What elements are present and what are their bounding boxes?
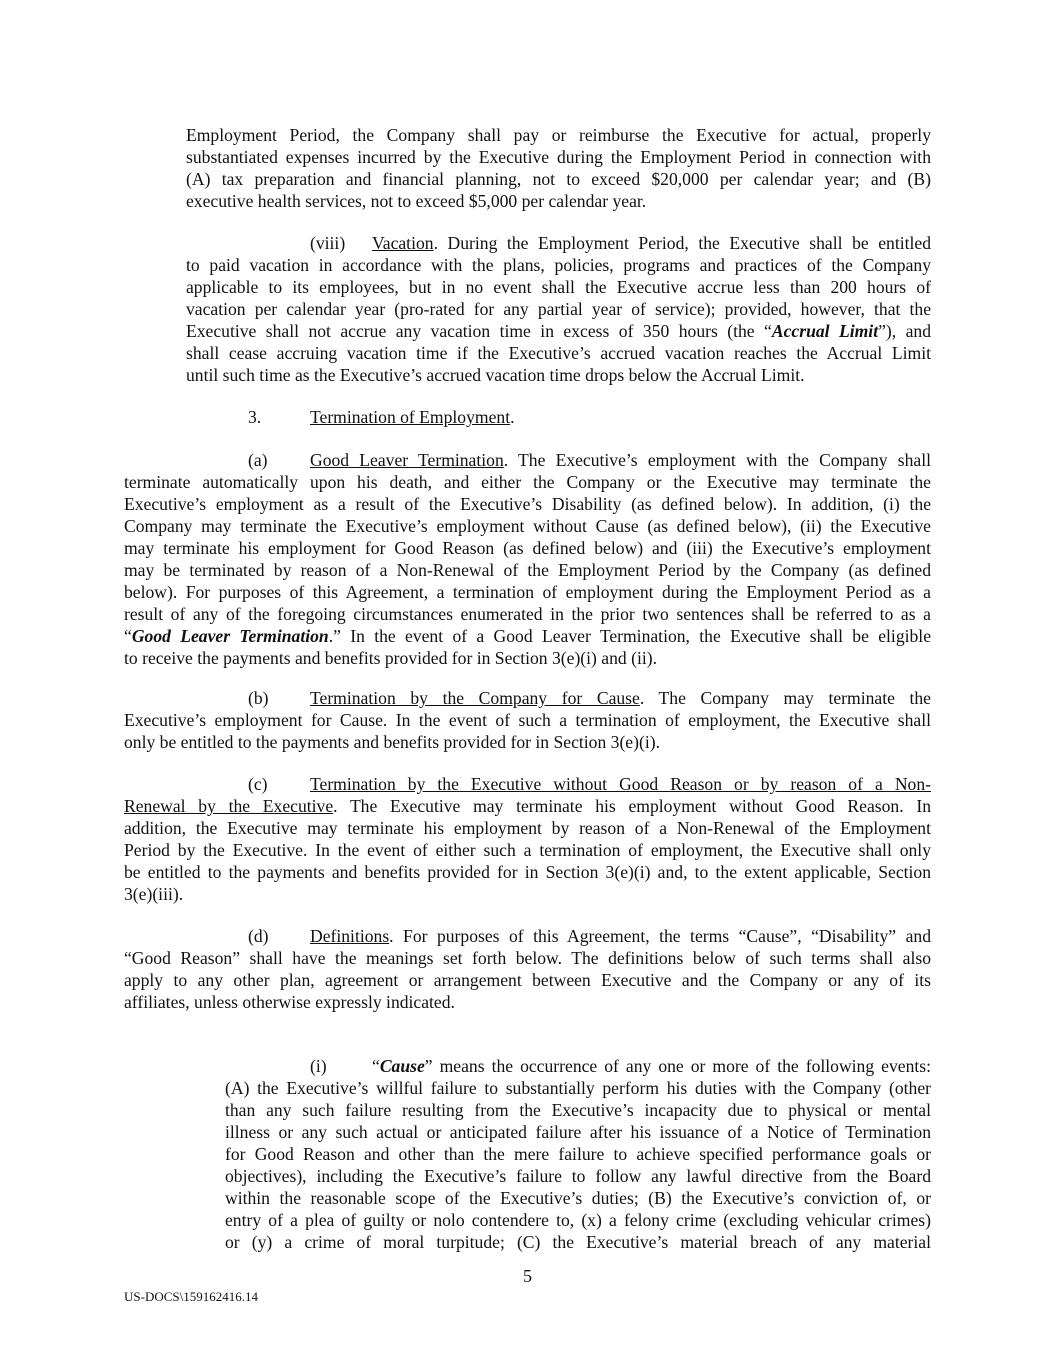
text-run: entry of a plea of guilty or nolo contendere to, (x) a felony crime (excluding vehicular crimes) <box>225 1210 931 1230</box>
text-run: only be entitled to the payments and benefits provided for in Section 3(e)(i). <box>124 732 660 752</box>
text-run: .” In the event of a Good Leaver Termination, the Executive shall be eligible <box>328 626 932 646</box>
text-line <box>124 581 931 603</box>
text-run: be entitled to the payments and benefits provided for in Section 3(e)(i) and, to the extent applicable, Section <box>124 862 931 882</box>
text-run: objectives), including the Executive’s failure to follow any lawful directive from the Board <box>225 1166 931 1186</box>
text-run: Company may terminate the Executive’s employment without Cause (as defined below), (ii) the Executive <box>124 516 931 536</box>
text-run: executive health services, not to exceed $5,000 per calendar year. <box>186 191 647 211</box>
text-line <box>186 254 931 276</box>
text-line <box>186 298 931 320</box>
text-run: terminate automatically upon his death, and either the Company or the Executive may terminate the <box>124 472 931 492</box>
section-label: (viii) <box>310 233 346 253</box>
text-line <box>186 124 931 146</box>
text-run: . During the Employment Period, the Executive shall be entitled <box>433 233 931 253</box>
page-number: 5 <box>523 1266 532 1286</box>
text-run: Executive shall not accrue any vacation time in excess of 350 hours (the “ <box>186 321 772 341</box>
text-line <box>124 559 931 581</box>
text-line <box>186 342 931 364</box>
text-run: illness or any such actual or anticipated failure after his issuance of a Notice of Termination <box>225 1122 931 1142</box>
text-line <box>186 320 931 342</box>
section-label: (a) <box>248 450 268 470</box>
text-run: Executive’s employment for Cause. In the event of such a termination of employment, the Executive shall <box>124 710 931 730</box>
text-run: ” means the occurrence of any one or more of the following events: <box>424 1056 931 1076</box>
underlined-heading: Termination by the Company for Cause <box>310 688 640 708</box>
text-line <box>186 232 931 254</box>
text-line <box>186 168 931 190</box>
text-line <box>124 947 931 969</box>
definitions-paragraph <box>124 925 931 1013</box>
text-line <box>225 1187 931 1209</box>
text-line <box>124 795 931 817</box>
text-line <box>124 731 931 753</box>
text-run: or (y) a crime of moral turpitude; (C) the Executive’s material breach of any material <box>225 1232 931 1252</box>
underlined-heading: Good Leaver Termination <box>310 450 504 470</box>
text-run: . For purposes of this Agreement, the terms “Cause”, “Disability” and <box>389 926 931 946</box>
text-run: below). For purposes of this Agreement, a termination of employment during the Employment Period as a <box>124 582 931 602</box>
text-run: Executive’s employment as a result of the Executive’s Disability (as defined below). In addition, (i) the <box>124 494 931 514</box>
text-line <box>124 625 931 647</box>
executive-termination-paragraph <box>124 773 931 905</box>
text-line <box>124 925 931 947</box>
text-line <box>225 1077 931 1099</box>
text-run: ”), and <box>878 321 932 341</box>
text-run: to paid vacation in accordance with the plans, policies, programs and practices of the Company <box>186 255 931 275</box>
text-line <box>225 1055 931 1077</box>
section-3-heading <box>186 406 931 428</box>
text-run: applicable to its employees, but in no event shall the Executive accrue less than 200 hours of <box>186 277 931 297</box>
text-line <box>225 1209 931 1231</box>
text-run: shall cease accruing vacation time if the Executive’s accrued vacation reaches the Accrual Limit <box>186 343 931 363</box>
text-line <box>124 969 931 991</box>
text-line <box>186 276 931 298</box>
text-run: apply to any other plan, agreement or arrangement between Executive and the Company or any of its <box>124 970 931 990</box>
text-run: (A) tax preparation and financial planning, not to exceed $20,000 per calendar year; and (B) <box>186 169 931 189</box>
document-id: US-DOCS\159162416.14 <box>124 1289 258 1304</box>
section-label: (d) <box>248 926 269 946</box>
cause-definition-paragraph <box>225 1055 931 1253</box>
text-line <box>225 1165 931 1187</box>
text-line <box>225 1099 931 1121</box>
text-run: to receive the payments and benefits provided for in Section 3(e)(i) and (ii). <box>124 648 658 668</box>
section-label: (b) <box>248 688 269 708</box>
text-line <box>124 773 931 795</box>
text-line <box>124 839 931 861</box>
text-line <box>186 190 931 212</box>
text-line <box>124 687 931 709</box>
text-line <box>225 1143 931 1165</box>
text-run: result of any of the foregoing circumstances enumerated in the prior two sentences shall be referred to as a <box>124 604 931 624</box>
text-run: addition, the Executive may terminate his employment by reason of a Non-Renewal of the Employment <box>124 818 931 838</box>
vacation-paragraph <box>186 232 931 386</box>
defined-term: Accrual Limit <box>771 321 879 341</box>
text-line <box>225 1121 931 1143</box>
text-line <box>124 515 931 537</box>
text-run: Employment Period, the Company shall pay or reimburse the Executive for actual, properly <box>186 125 931 145</box>
text-line <box>124 493 931 515</box>
defined-term: Cause <box>379 1056 425 1076</box>
text-run: substantiated expenses incurred by the Executive during the Employment Period in connection with <box>186 147 931 167</box>
text-run: 3(e)(iii). <box>124 884 184 904</box>
text-run: affiliates, unless otherwise expressly indicated. <box>124 992 455 1012</box>
text-run: may terminate his employment for Good Reason (as defined below) and (iii) the Executive’s employment <box>124 538 931 558</box>
text-line <box>186 406 931 428</box>
text-run: for Good Reason and other than the mere failure to achieve specified performance goals or <box>225 1144 931 1164</box>
text-run: . The Company may terminate the <box>639 688 931 708</box>
text-run: “Good Reason” shall have the meanings set forth below. The definitions below of such terms shall also <box>124 948 931 968</box>
defined-term: Good Leaver Termination <box>131 626 329 646</box>
text-run: . The Executive’s employment with the Company shall <box>503 450 932 470</box>
text-run: vacation per calendar year (pro-rated for any partial year of service); provided, however, that the <box>186 299 931 319</box>
cause-termination-paragraph <box>124 687 931 753</box>
underlined-heading: Termination by the Executive without Good Reason or by reason of a Non- <box>310 774 931 794</box>
text-run: within the reasonable scope of the Executive’s duties; (B) the Executive’s conviction of, or <box>225 1188 931 1208</box>
text-line <box>124 471 931 493</box>
underlined-heading: Termination of Employment <box>310 407 511 427</box>
text-line <box>124 537 931 559</box>
text-run: . The Executive may terminate his employment without Good Reason. In <box>333 796 931 816</box>
underlined-heading: Renewal by the Executive <box>124 796 334 816</box>
section-label: (c) <box>248 774 268 794</box>
text-run: may be terminated by reason of a Non-Renewal of the Employment Period by the Company (as defined <box>124 560 931 580</box>
expenses-paragraph <box>186 124 931 212</box>
text-line <box>186 146 931 168</box>
text-line <box>124 883 931 905</box>
text-line <box>124 647 931 669</box>
text-line <box>124 709 931 731</box>
underlined-heading: Definitions <box>310 926 390 946</box>
section-label: (i) <box>310 1056 327 1076</box>
section-label: 3. <box>248 407 262 427</box>
text-run: (A) the Executive’s willful failure to substantially perform his duties with the Company (other <box>225 1078 931 1098</box>
underlined-heading: Vacation <box>372 233 434 253</box>
text-run: . <box>510 407 515 427</box>
text-run: “ <box>124 626 132 646</box>
text-line <box>124 449 931 471</box>
good-leaver-paragraph <box>124 449 931 669</box>
text-run: until such time as the Executive’s accrued vacation time drops below the Accrual Limit. <box>186 365 805 385</box>
text-line <box>124 603 931 625</box>
text-line <box>186 364 931 386</box>
text-line <box>124 991 931 1013</box>
text-run: than any such failure resulting from the Executive’s incapacity due to physical or mental <box>225 1100 931 1120</box>
text-line <box>124 817 931 839</box>
text-line <box>124 861 931 883</box>
text-line <box>225 1231 931 1253</box>
text-run: “ <box>372 1056 380 1076</box>
text-run: Period by the Executive. In the event of either such a termination of employment, the Executive shall only <box>124 840 931 860</box>
